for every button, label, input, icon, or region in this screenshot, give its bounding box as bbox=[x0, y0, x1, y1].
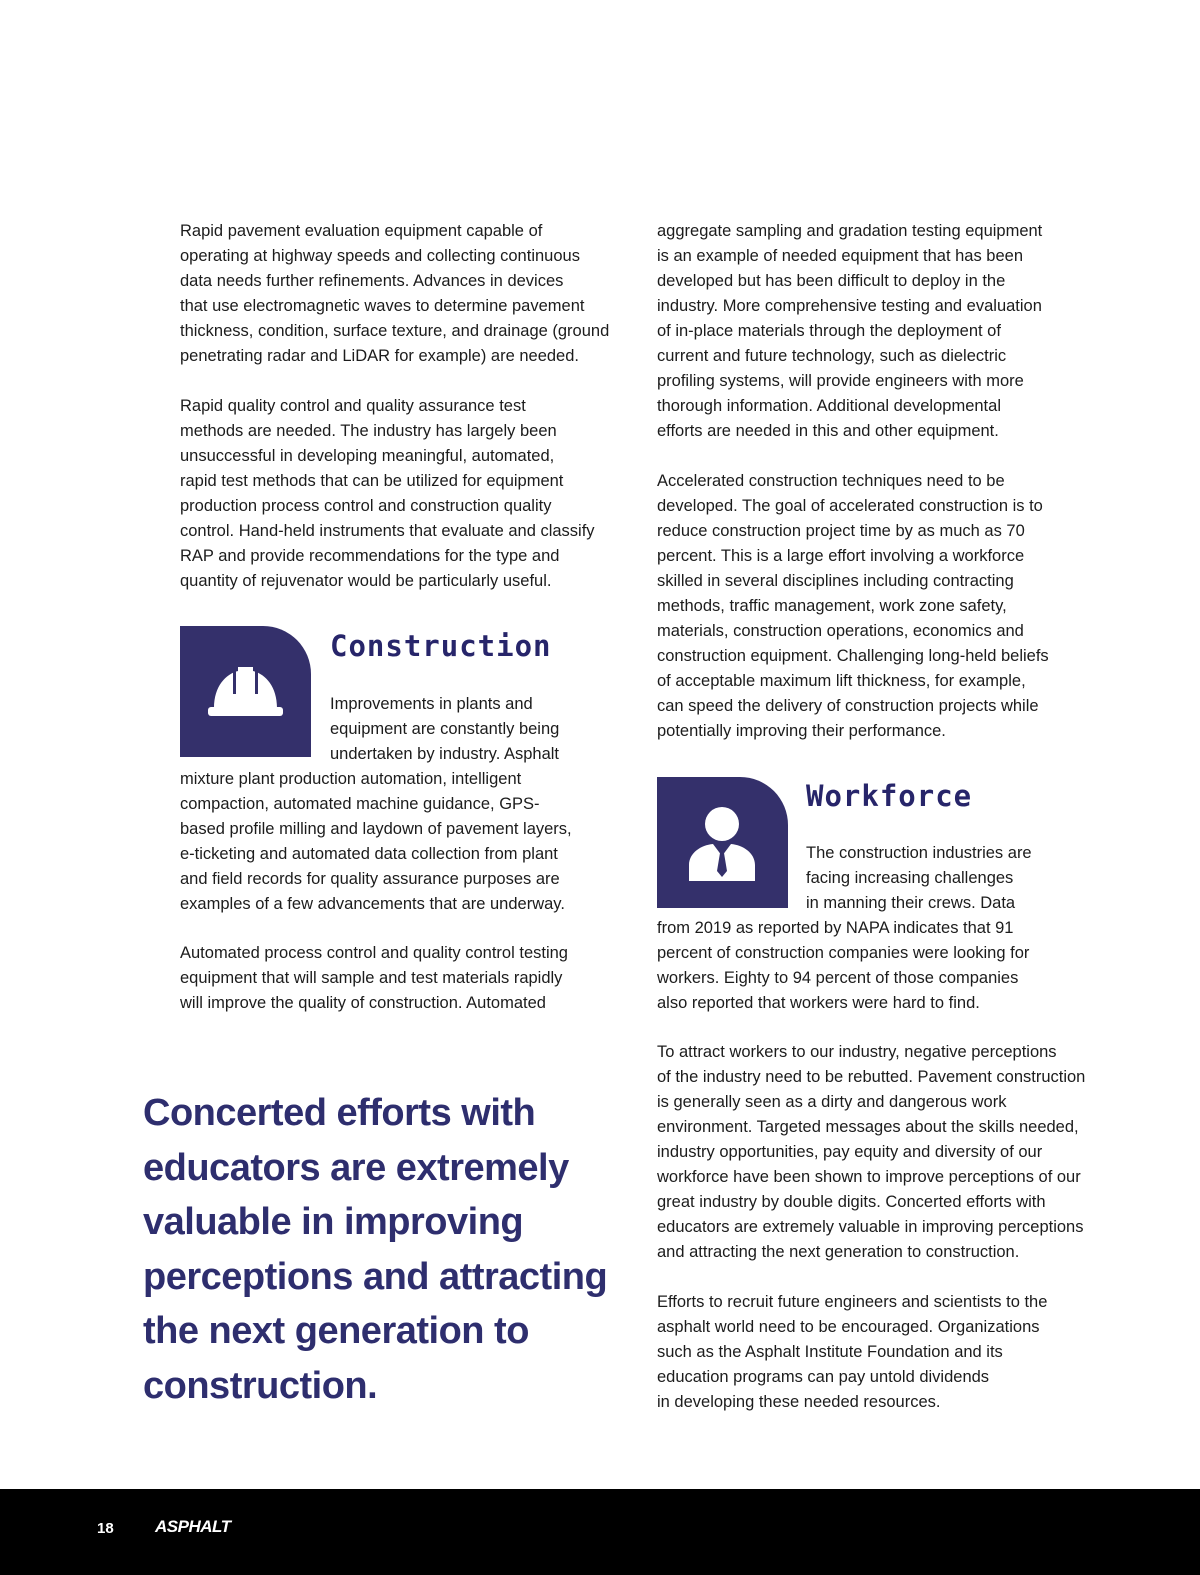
construction-body: mixture plant production automation, intelligent compaction, automated machine guidance, GPS- based profile milling and laydown of pavement layers, e-ticketing and automated data collection from plant and field records for quality assurance purposes are examples of a few advancements that are underway. bbox=[180, 770, 572, 913]
workforce-title: Workforce bbox=[806, 779, 973, 813]
construction-followup: Automated process control and quality control testing equipment that will sample and test materials rapidly will improve the quality of construction. Automated bbox=[180, 944, 568, 1012]
construction-icon-box bbox=[180, 626, 311, 757]
workforce-icon-box bbox=[657, 777, 788, 908]
hard-hat-icon bbox=[180, 626, 311, 757]
workforce-intro: The construction industries are facing increasing challenges in manning their crews. Data bbox=[806, 844, 1032, 912]
paragraph-rapid-evaluation: Rapid pavement evaluation equipment capable of operating at highway speeds and collecting continuous data needs further refinements. Advances in devices that use electromagnetic waves to determine pavement thickness, condition, surface texture, and drainage (ground penetrating radar and LiDAR for example) are needed. bbox=[180, 222, 610, 365]
right-column bbox=[657, 219, 1107, 769]
asphalt-logo: ASPHALT bbox=[155, 1517, 231, 1536]
workforce-paragraph-recruit: Efforts to recruit future engineers and scientists to the asphalt world need to be encouraged. Organizations such as the Asphalt Institute Foundation and its education programs can pay untold dividends in developing these needed resources. bbox=[657, 1293, 1048, 1411]
workforce-paragraph-attract: To attract workers to our industry, negative perceptions of the industry need to be rebutted. Pavement construction is generally seen as a dirty and dangerous work environment. Targeted messages about the skills needed, industry opportunities, pay equity and diversity of our workforce have been shown to improve perceptions of our great industry by double digits. Concerted efforts with educators are extremely valuable in improving perceptions and attracting the next generation to construction. bbox=[657, 1043, 1086, 1261]
paragraph-rapid-qc: Rapid quality control and quality assurance test methods are needed. The industry has largely been unsuccessful in developing meaningful, automated, rapid test methods that can be utilized for equipment production process control and construction quality control. Hand-held instruments that evaluate and classify RAP and provide recommendations for the type and quantity of rejuvenator would be particularly useful. bbox=[180, 397, 595, 590]
construction-intro: Improvements in plants and equipment are constantly being undertaken by industry. Asphalt bbox=[330, 695, 560, 763]
paragraph-aggregate-sampling: aggregate sampling and gradation testing equipment is an example of needed equipment that has been developed but has been difficult to deploy in the industry. More comprehensive testing and evaluation of in-place materials through the deployment of current and future technology, such as dielectric profiling systems, will provide engineers with more thorough information. Additional developmental efforts are needed in this and other equipment. bbox=[657, 222, 1043, 440]
pull-quote: Concerted efforts with educators are extremely valuable in improving perceptions and attracting the next generation to construction. bbox=[143, 1092, 608, 1407]
left-column bbox=[180, 219, 630, 619]
page-number: 18 bbox=[97, 1520, 114, 1537]
workforce-body: from 2019 as reported by NAPA indicates that 91 percent of construction companies were looking for workers. Eighty to 94 percent of those companies also reported that workers were hard to find. bbox=[657, 919, 1030, 1012]
paragraph-accelerated-construction: Accelerated construction techniques need to be developed. The goal of accelerated construction is to reduce construction project time by as much as 70 percent. This is a large effort involving a workforce skilled in several disciplines including contracting methods, traffic management, work zone safety, materials, construction operations, economics and construction equipment. Challenging long-held beliefs of acceptable maximum lift thickness, for example, can speed the delivery of construction projects while potentially improving their performance. bbox=[657, 472, 1049, 740]
construction-title: Construction bbox=[330, 629, 552, 663]
worker-person-icon bbox=[657, 777, 788, 908]
